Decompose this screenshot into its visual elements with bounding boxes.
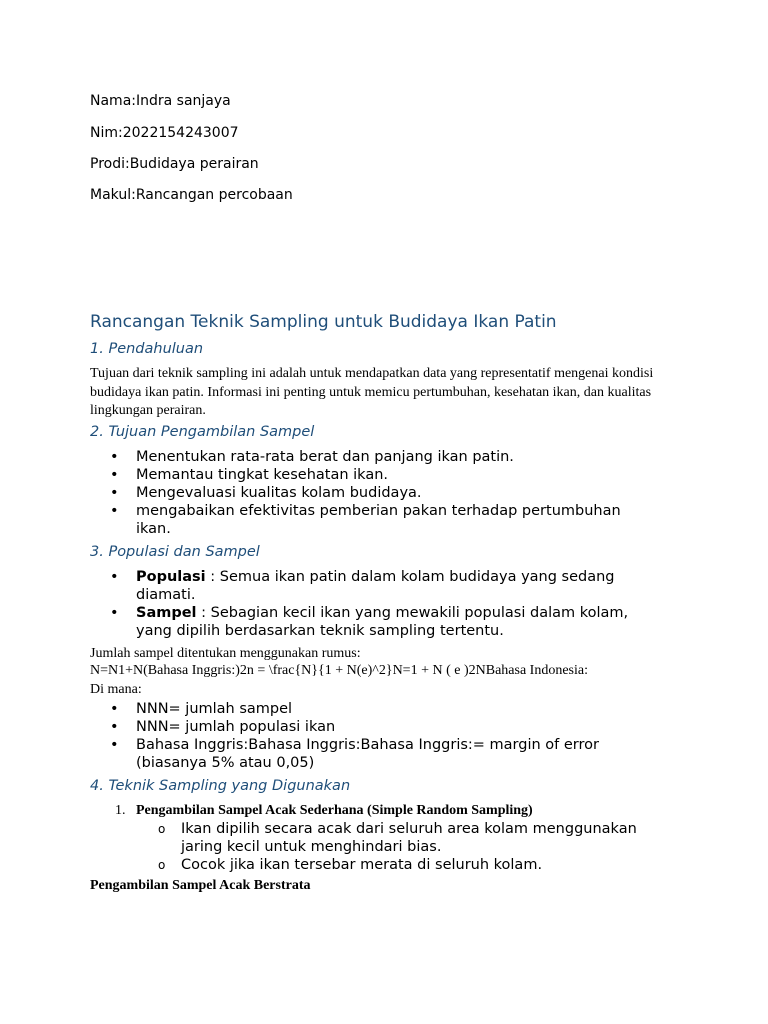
variables-list xyxy=(90,700,650,772)
list-item: • Sampel : Sebagian kecil ikan yang mewakili populasi dalam kolam, yang dipilih berdasarkan teknik sampling tertentu. xyxy=(110,605,629,639)
list-item: • NNN= jumlah populasi ikan xyxy=(110,719,336,735)
bullet-icon: • xyxy=(110,569,119,585)
student-nim: Nim:2022154243007 xyxy=(90,125,239,141)
list-number: 1. xyxy=(115,803,126,818)
section-heading-tujuan: 2. Tujuan Pengambilan Sampel xyxy=(90,424,315,440)
bullet-icon: • xyxy=(110,485,119,501)
list-item: o Ikan dipilih secara acak dari seluruh area kolam menggunakan jaring kecil untuk menghindari bias. xyxy=(158,821,637,855)
technique-item-2-title: Pengambilan Sampel Acak Berstrata xyxy=(90,878,311,893)
list-item: o Cocok jika ikan tersebar merata di seluruh kolam. xyxy=(158,857,543,873)
list-item: • Bahasa Inggris:Bahasa Inggris:Bahasa Inggris:= margin of error (biasanya 5% atau 0,05) xyxy=(110,737,599,771)
formula-text: N=N1+N(Bahasa Inggris:)2n = \frac{N}{1 + N(e)^2}N=1 + N ( e )2NBahasa Indonesia: xyxy=(90,663,588,678)
formula-intro: Jumlah sampel ditentukan menggunakan rumus: xyxy=(90,646,361,661)
circle-bullet-icon: o xyxy=(158,822,166,836)
intro-paragraph: Tujuan dari teknik sampling ini adalah untuk mendapatkan data yang representatif mengenai kondisi budidaya ikan patin. Informasi ini penting untuk memicu pertumbuhan, kesehatan ikan, dan kualitas lingkungan perairan. xyxy=(90,366,654,418)
bullet-icon: • xyxy=(110,719,119,735)
list-item: • NNN= jumlah sampel xyxy=(110,701,293,717)
course-name: Makul:Rancangan percobaan xyxy=(90,187,293,203)
list-item: • Menentukan rata-rata berat dan panjang ikan patin. xyxy=(110,449,514,465)
section-heading-populasi: 3. Populasi dan Sampel xyxy=(90,544,260,560)
bullet-icon: • xyxy=(110,503,119,519)
list-item: • Memantau tingkat kesehatan ikan. xyxy=(110,467,389,483)
list-item: • Populasi : Semua ikan patin dalam kolam budidaya yang sedang diamati. xyxy=(110,569,615,603)
bullet-icon: • xyxy=(110,737,119,753)
bullet-icon: • xyxy=(110,449,119,465)
study-program: Prodi:Budidaya perairan xyxy=(90,156,259,172)
list-item: • Mengevaluasi kualitas kolam budidaya. xyxy=(110,485,422,501)
bullet-icon: • xyxy=(110,467,119,483)
document-title: Rancangan Teknik Sampling untuk Budidaya Ikan Patin xyxy=(90,312,557,332)
technique-item-1 xyxy=(90,803,533,819)
student-name: Nama:Indra sanjaya xyxy=(90,93,231,109)
section-heading-teknik: 4. Teknik Sampling yang Digunakan xyxy=(90,778,351,794)
list-item: • mengabaikan efektivitas pemberian pakan terhadap pertumbuhan ikan. xyxy=(110,503,621,537)
goals-list xyxy=(90,448,650,538)
technique-subitems xyxy=(90,820,680,874)
bullet-icon: • xyxy=(110,605,119,621)
section-heading-pendahuluan: 1. Pendahuluan xyxy=(90,341,204,357)
where-label: Di mana: xyxy=(90,682,142,697)
technique-title: Pengambilan Sampel Acak Sederhana (Simple Random Sampling) xyxy=(136,803,533,818)
circle-bullet-icon: o xyxy=(158,858,166,872)
population-list xyxy=(90,568,650,640)
bullet-icon: • xyxy=(110,701,119,717)
